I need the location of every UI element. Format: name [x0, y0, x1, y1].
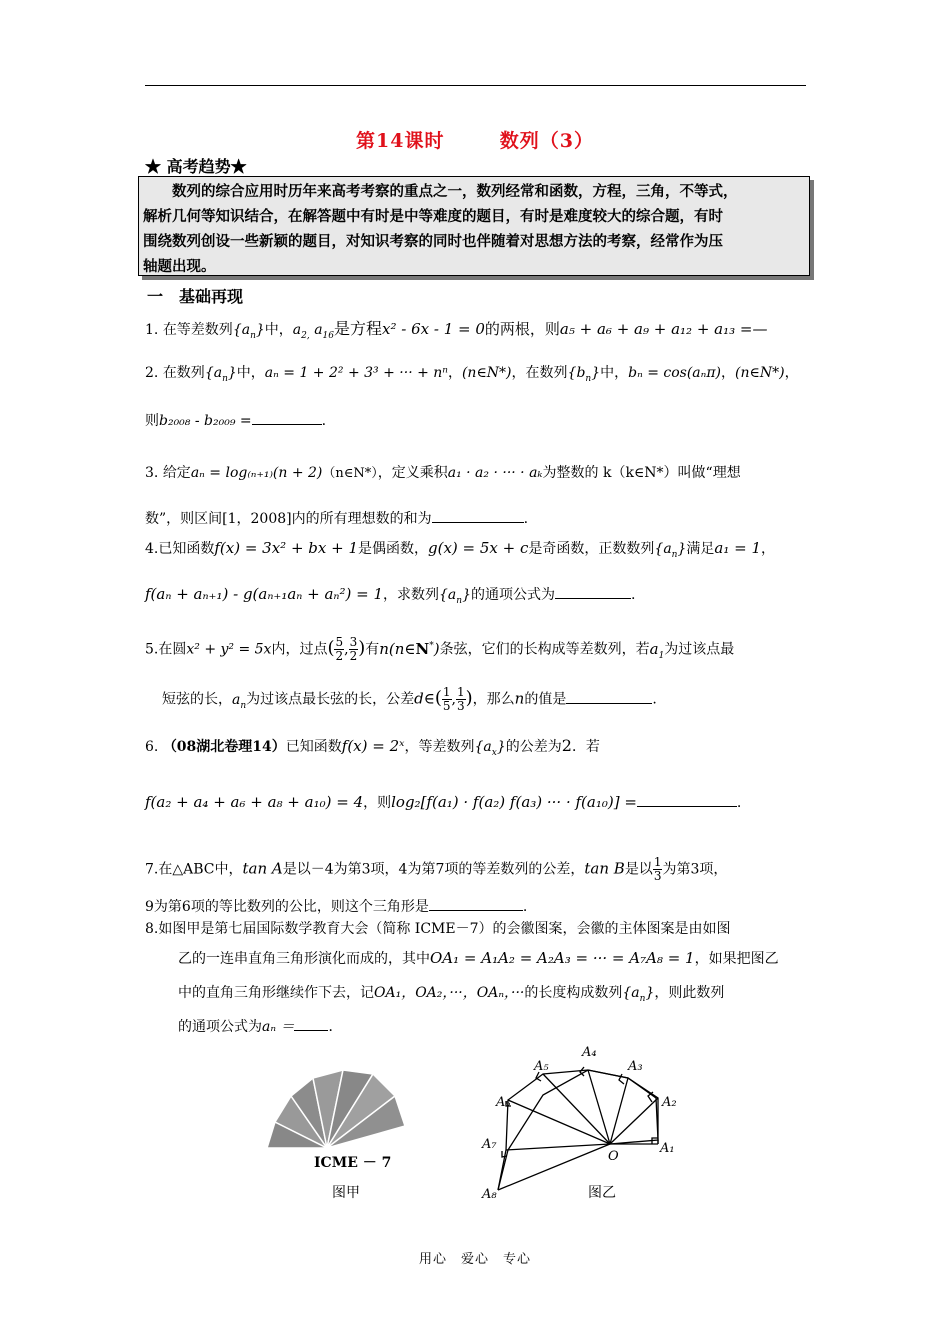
question-4-cont: f(aₙ + aₙ₊₁) - g(aₙ₊₁aₙ + aₙ²) = 1，求数列$\{a_n\}$的通项公式为 .: [145, 585, 636, 606]
trend-line: 轴题出现。: [143, 258, 216, 275]
label-a3: A₃: [628, 1059, 643, 1074]
trend-box: [138, 176, 810, 276]
question-8-line4: 的通项公式为aₙ ＝ ．: [178, 1019, 343, 1035]
question-2: 2. 在数列$\{a_n\}$中，aₙ = 1 + 2² + 3³ + ··· + nⁿ，(n∈N*)，在数列$\{b_n\}$中，bₙ = cos(aₙπ)，(n∈N*)，: [145, 365, 799, 384]
icme-logo-figure: [255, 1060, 415, 1160]
question-8-line3: 中的直角三角形继续作下去，记OA₁，OA₂，···，OAₙ，···的长度构成数列$\{a_n\}$，则此数列: [178, 985, 725, 1004]
question-7-cont: 9为第6项的等比数列的公比，则这个三角形是 .: [145, 899, 528, 915]
page-title: [0, 126, 950, 153]
segment-oa7: [506, 1144, 610, 1150]
lesson-number: 第14课时: [356, 130, 445, 152]
segment-oa2: [610, 1098, 658, 1144]
question-5: 5.在圆x² + y² = 5x内，过点( $\frac{5}{2}$ , $\frac{3}{2}$ )有n(n∈N*)条弦，它们的长构成等差数列，若$a_1$为过该点最: [145, 635, 735, 663]
label-a4: A₄: [582, 1045, 597, 1060]
question-3: 3. 给定aₙ = log₍ₙ₊₁₎(n + 2)（n∈N*），定义乘积a₁ · a₂ · ··· · aₖ为整数的 k（k∈N*）叫做“理想: [145, 465, 741, 481]
segment-oa3: [610, 1078, 628, 1144]
label-a6: A₆: [496, 1095, 511, 1110]
trend-line: 围绕数列创设一些新颖的题目，对知识考察的同时也伴随着对思想方法的考察，经常作为压: [143, 233, 723, 250]
logo-text: ICME － 7: [314, 1155, 392, 1171]
lesson-topic: 数列（3）: [499, 130, 594, 152]
label-a7: A₇: [482, 1137, 497, 1152]
trend-line: 解析几何等知识结合，在解答题中有时是中等难度的题目，有时是难度较大的综合题，有时: [143, 208, 723, 225]
question-8: 8.如图甲是第七届国际数学教育大会（简称 ICME－7）的会徽图案，会徽的主体图案是由如图: [145, 921, 731, 937]
trend-line: 数列的综合应用时历年来高考考察的重点之一，数列经常和函数，方程，三角，不等式，: [143, 183, 738, 200]
figure-a-caption: 图甲: [332, 1185, 360, 1201]
label-o: O: [608, 1149, 619, 1164]
header-rule: [145, 85, 806, 86]
figure-b-caption: 图乙: [588, 1185, 616, 1201]
question-1: 1. 在等差数列$\{a_n\}$中，$a_{2,}$ $a_{16}$是方程x² - 6x - 1 = 0的两根，则a₅ + a₆ + a₉ + a₁₂ + a₁₃ =—: [145, 319, 768, 341]
question-7: 7.在△ABC中，tan A是以－4为第3项，4为第7项的等差数列的公差，tan B是以 $\frac{1}{3}$ 为第3项，: [145, 855, 728, 883]
segment-oa6: [508, 1100, 610, 1144]
right-angle-mark: [619, 1074, 624, 1084]
question-3-cont: 数”，则区间[1，2008]内的所有理想数的和为 .: [145, 511, 529, 527]
question-5-cont: 短弦的长，$a_n$为过该点最长弦的长，公差d∈( $\frac{1}{5}$ , $\frac{1}{3}$ )，那么n的值是 .: [162, 685, 657, 713]
question-6: 6. （08湖北卷理14）已知函数f(x) = 2ˣ，等差数列$\{a_x\}$的公差为2．若: [145, 736, 600, 758]
section-heading: 一 基础再现: [147, 287, 244, 306]
label-a1: A₁: [660, 1141, 675, 1156]
question-4: 4.已知函数f(x) = 3x² + bx + 1是偶函数，g(x) = 5x + c是奇函数，正数数列$\{a_n\}$满足a₁ = 1，: [145, 539, 775, 560]
question-2-cont: 则b₂₀₀₈ - b₂₀₀₉ = .: [145, 413, 327, 429]
page-footer: 用心 爱心 专心: [418, 1252, 531, 1267]
label-a8: A₈: [482, 1187, 497, 1202]
label-a5: A₅: [534, 1059, 549, 1074]
question-8-line2: 乙的一连串直角三角形演化而成的，其中OA₁ = A₁A₂ = A₂A₃ = ··· = A₇A₈ = 1，如果把图乙: [178, 949, 779, 967]
trend-heading: ★ 高考趋势★: [145, 157, 247, 176]
label-a2: A₂: [662, 1095, 677, 1110]
question-6-cont: f(a₂ + a₄ + a₆ + a₈ + a₁₀) = 4，则log₂[f(a₁) · f(a₂) f(a₃) ··· · f(a₁₀)] = .: [145, 793, 742, 811]
